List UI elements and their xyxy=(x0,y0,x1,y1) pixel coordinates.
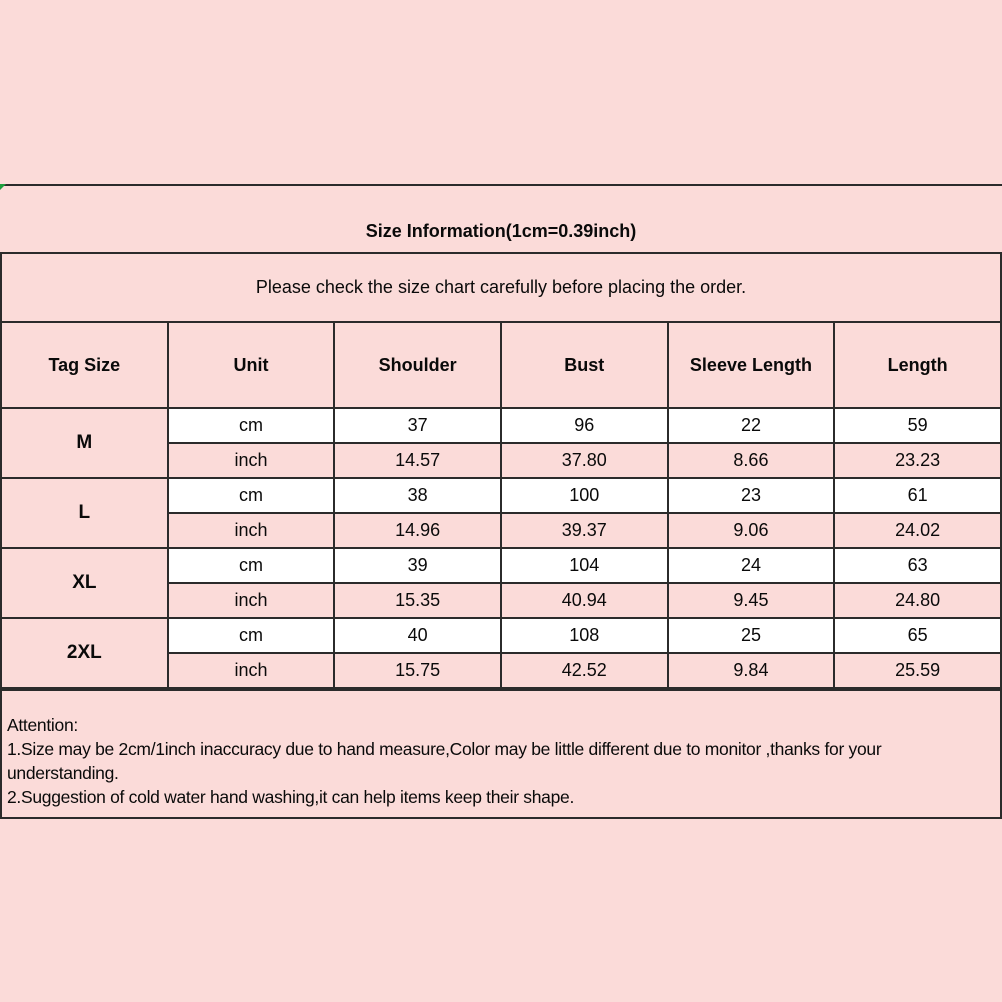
value-cell: 14.96 xyxy=(334,513,501,548)
unit-cell: inch xyxy=(168,583,335,618)
attention-line-2: 2.Suggestion of cold water hand washing,it can help items keep their shape. xyxy=(7,787,575,807)
table-row-m-cm xyxy=(1,408,1001,443)
col-header-bust: Bust xyxy=(501,323,668,408)
value-cell: 61 xyxy=(834,478,1001,513)
value-cell: 15.35 xyxy=(334,583,501,618)
value-cell: 9.45 xyxy=(668,583,835,618)
col-header-length: Length xyxy=(834,323,1001,408)
value-cell: 108 xyxy=(501,618,668,653)
size-chart-subtitle: Please check the size chart carefully before placing the order. xyxy=(0,254,1002,323)
value-cell: 25.59 xyxy=(834,653,1001,688)
attention-note xyxy=(0,689,1002,819)
value-cell: 40.94 xyxy=(501,583,668,618)
attention-heading: Attention: xyxy=(7,715,78,735)
col-header-unit: Unit xyxy=(168,323,335,408)
value-cell: 24 xyxy=(668,548,835,583)
unit-cell: cm xyxy=(168,548,335,583)
value-cell: 15.75 xyxy=(334,653,501,688)
value-cell: 9.06 xyxy=(668,513,835,548)
value-cell: 104 xyxy=(501,548,668,583)
value-cell: 65 xyxy=(834,618,1001,653)
tag-size-cell: 2XL xyxy=(1,618,168,688)
value-cell: 23 xyxy=(668,478,835,513)
value-cell: 39.37 xyxy=(501,513,668,548)
tag-size-cell: M xyxy=(1,408,168,478)
unit-cell: inch xyxy=(168,653,335,688)
size-chart-title: Size Information(1cm=0.39inch) xyxy=(0,184,1002,254)
value-cell: 37 xyxy=(334,408,501,443)
table-row-xl-cm xyxy=(1,548,1001,583)
value-cell: 24.02 xyxy=(834,513,1001,548)
green-corner-mark-icon xyxy=(0,184,6,190)
value-cell: 42.52 xyxy=(501,653,668,688)
table-row-l-cm xyxy=(1,478,1001,513)
attention-line-1-cont: understanding. xyxy=(7,763,119,783)
unit-cell: cm xyxy=(168,408,335,443)
tag-size-cell: L xyxy=(1,478,168,548)
size-table xyxy=(0,323,1002,689)
value-cell: 14.57 xyxy=(334,443,501,478)
value-cell: 24.80 xyxy=(834,583,1001,618)
value-cell: 63 xyxy=(834,548,1001,583)
value-cell: 25 xyxy=(668,618,835,653)
value-cell: 8.66 xyxy=(668,443,835,478)
size-table-header-row xyxy=(1,323,1001,408)
unit-cell: cm xyxy=(168,618,335,653)
unit-cell: inch xyxy=(168,443,335,478)
col-header-tag-size: Tag Size xyxy=(1,323,168,408)
value-cell: 38 xyxy=(334,478,501,513)
value-cell: 9.84 xyxy=(668,653,835,688)
col-header-sleeve-length: Sleeve Length xyxy=(668,323,835,408)
value-cell: 23.23 xyxy=(834,443,1001,478)
value-cell: 37.80 xyxy=(501,443,668,478)
value-cell: 59 xyxy=(834,408,1001,443)
col-header-shoulder: Shoulder xyxy=(334,323,501,408)
value-cell: 22 xyxy=(668,408,835,443)
attention-line-1: 1.Size may be 2cm/1inch inaccuracy due to hand measure,Color may be little different due to monitor ,thanks for your xyxy=(7,739,882,759)
table-row-2xl-cm xyxy=(1,618,1001,653)
value-cell: 96 xyxy=(501,408,668,443)
unit-cell: cm xyxy=(168,478,335,513)
value-cell: 39 xyxy=(334,548,501,583)
value-cell: 40 xyxy=(334,618,501,653)
unit-cell: inch xyxy=(168,513,335,548)
value-cell: 100 xyxy=(501,478,668,513)
size-chart-panel xyxy=(0,184,1002,818)
tag-size-cell: XL xyxy=(1,548,168,618)
